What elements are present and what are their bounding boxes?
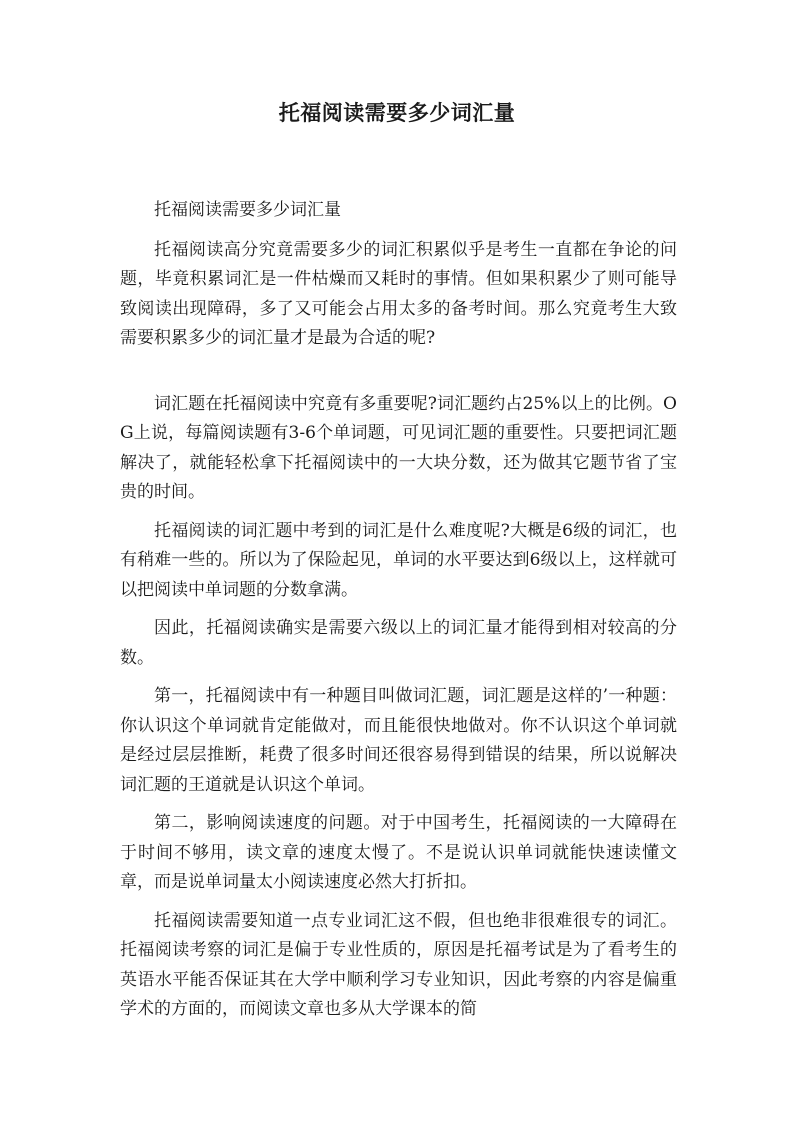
paragraph-intro: 托福阅读高分究竟需要多少的词汇积累似乎是考生一直都在争论的问题，毕竟积累词汇是一件枯燥而又耗时的事情。但如果积累少了则可能导致阅读出现障碍，多了又可能会占用太多的备考时间。那么究竟考生大致需要积累多少的词汇量才是最为合适的呢?	[120, 239, 677, 348]
paragraph-reason-two: 第二，影响阅读速度的问题。对于中国考生，托福阅读的一大障碍在于时间不够用，读文章的速度太慢了。不是说认识单词就能快速读懂文章，而是说单词量太小阅读速度必然大打折扣。	[120, 813, 677, 892]
paragraph-difficulty: 托福阅读的词汇题中考到的词汇是什么难度呢?大概是6级的词汇，也有稍难一些的。所以为了保险起见，单词的水平要达到6级以上，这样就可以把阅读中单词题的分数拿满。	[120, 520, 677, 600]
document-title: 托福阅读需要多少词汇量	[278, 100, 516, 125]
paragraph-importance: 词汇题在托福阅读中究竟有多重要呢?词汇题约占25%以上的比例。OG上说，每篇阅读题有3-6个单词题，可见词汇题的重要性。只要把词汇题解决了，就能轻松拿下托福阅读中的一大块分数，还为做其它题节省了宝贵的时间。	[120, 393, 677, 502]
paragraph-reason-one: 第一，托福阅读中有一种题目叫做词汇题，词汇题是这样的’一种题：你认识这个单词就肯定能做对，而且能很快地做对。你不认识这个单词就是经过层层推断，耗费了很多时间还很容易得到错误的结果，所以说解决词汇题的王道就是认识这个单词。	[120, 686, 677, 795]
document-subtitle: 托福阅读需要多少词汇量	[154, 200, 341, 220]
paragraph-professional-vocabulary: 托福阅读需要知道一点专业词汇这不假，但也绝非很难很专的词汇。托福阅读考察的词汇是偏于专业性质的，原因是托福考试是为了看考生的英语水平能否保证其在大学中顺利学习专业知识，因此考察的内容是偏重学术的方面的，而阅读文章也多从大学课本的简	[120, 910, 677, 1019]
paragraph-conclusion: 因此，托福阅读确实是需要六级以上的词汇量才能得到相对较高的分数。	[120, 618, 677, 668]
document-body	[120, 196, 677, 1034]
